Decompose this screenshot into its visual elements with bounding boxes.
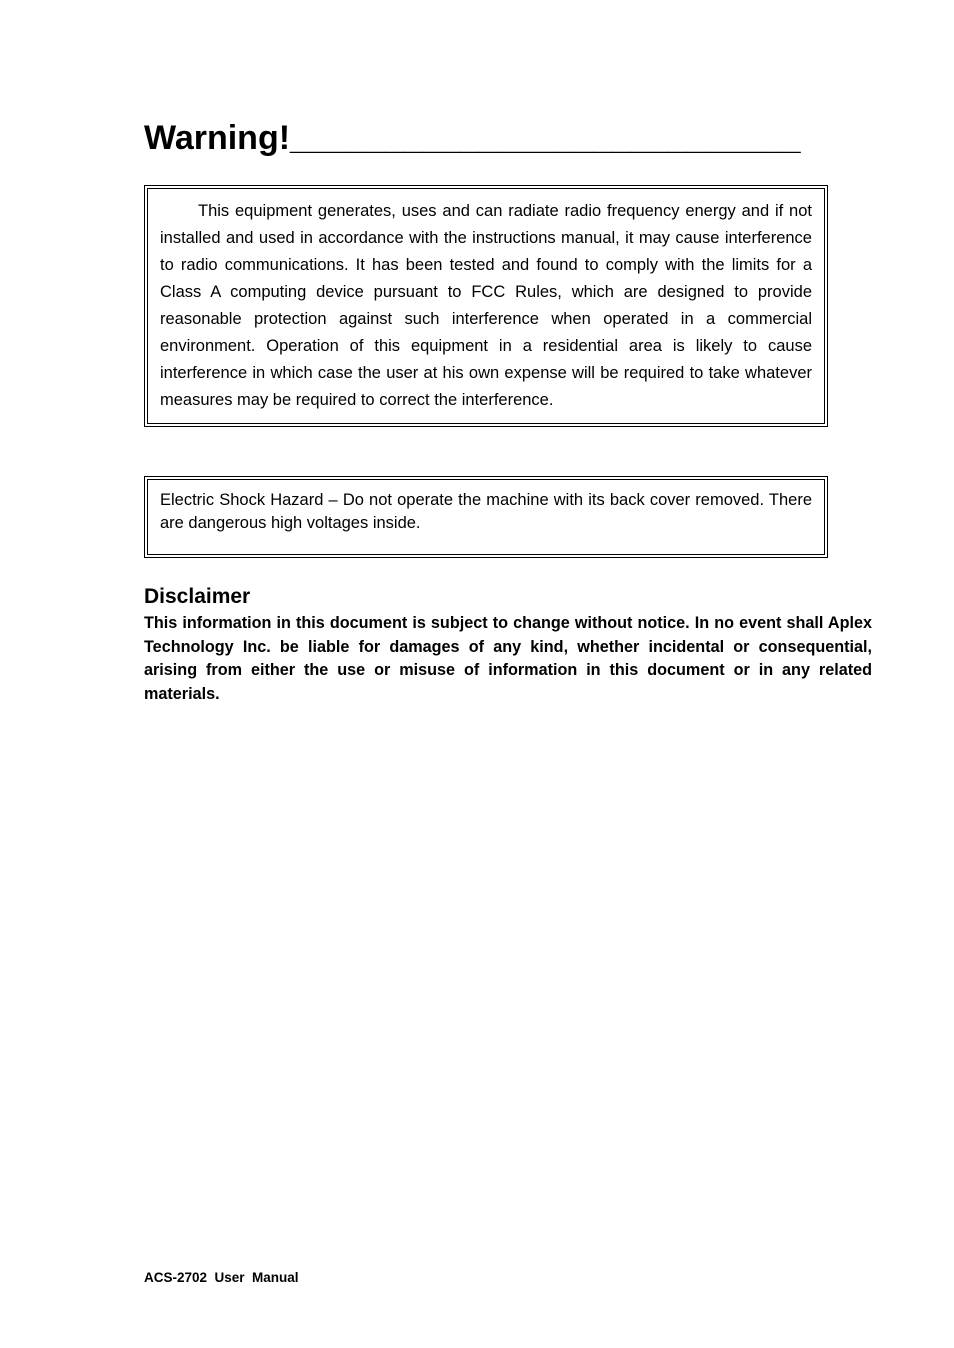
page-footer: ACS-2702 User Manual — [144, 1270, 299, 1285]
fcc-warning-text: This equipment generates, uses and can radiate radio frequency energy and if not installed and used in accordance with the instructions manual, it may cause interference to radio communications. It has been tested and found to comply with the limits for a Class A computing device pursuant to FCC Rules, which are designed to provide reasonable protection against such interference when operated in a commercial environment. Operation of this equipment in a residential area is likely to cause interference in which case the user at his own expense will be required to take whatever measures may be required to correct the interference. — [160, 202, 812, 409]
shock-hazard-box — [144, 476, 828, 558]
shock-hazard-text: Electric Shock Hazard – Do not operate the machine with its back cover removed. There are dangerous high voltages inside. — [160, 491, 812, 532]
disclaimer-heading: Disclaimer — [144, 585, 251, 608]
page-title: Warning!___________________________ — [144, 119, 801, 157]
fcc-warning-box — [144, 185, 828, 427]
disclaimer-text: This information in this document is subject to change without notice. In no event shall Aplex Technology Inc. be liable for damages of any kind, whether incidental or consequential, arising from either the use or misuse of information in this document or in any related materials. — [144, 614, 872, 703]
